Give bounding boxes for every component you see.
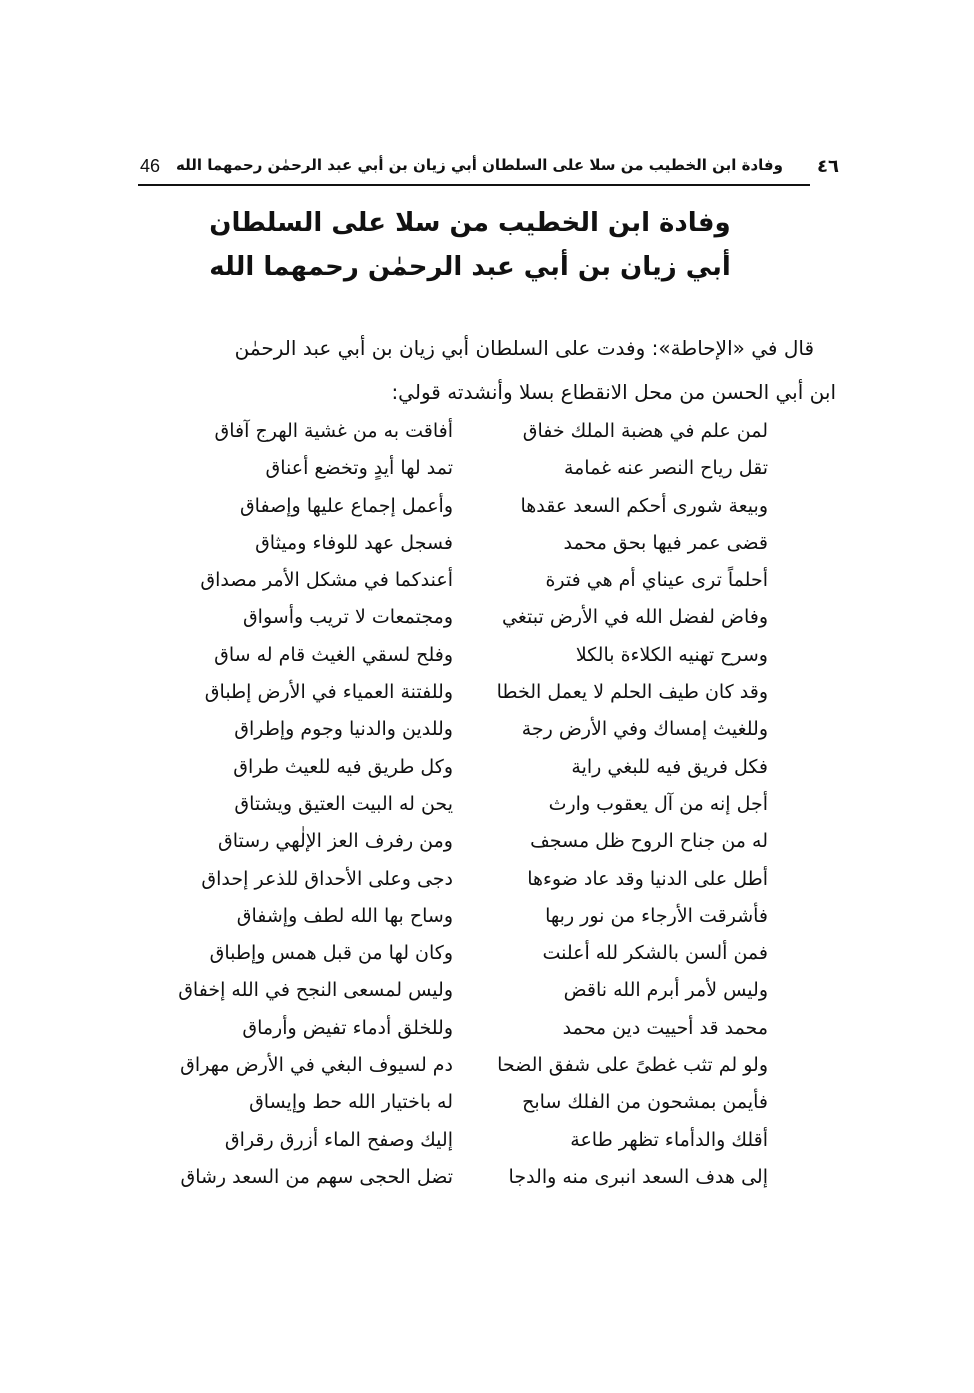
verse-row [0, 942, 974, 979]
verse-second-hemistich: دم لسيوف البغي في الأرض مهراق [180, 1054, 453, 1077]
verse-first-hemistich: ولو لم تثب غطىً على شفق الضحا [497, 1054, 768, 1077]
verse-second-hemistich: وكل طريق فيه للعيث طراق [233, 755, 453, 778]
verse-second-hemistich: تضل الحجى سهم من السعد رشاق [180, 1165, 453, 1188]
verse-row [0, 1166, 974, 1203]
verse-row [0, 1017, 974, 1054]
poem [0, 420, 974, 1203]
verse-first-hemistich: وفاض لفضل الله في الأرض تبتغي [502, 606, 768, 629]
verse-second-hemistich: وليس لمسعى النجح في الله إخفاق [178, 979, 453, 1002]
verse-first-hemistich: فمن ألسن بالشكر لله أعلنت [542, 942, 768, 965]
verse-row [0, 830, 974, 867]
verse-first-hemistich: لمن علم في هضبة الملك خفاق [522, 420, 768, 442]
verse-first-hemistich: وقد كان طيف الحلم لا يعمل الخطا [496, 681, 768, 704]
chapter-title-line-1: وفادة ابن الخطيب من سلا على السلطان [209, 208, 731, 238]
verse-row [0, 1129, 974, 1166]
verse-row [0, 868, 974, 905]
verse-first-hemistich: أطل على الدنيا وقد عاد ضوءها [527, 867, 768, 890]
verse-row [0, 495, 974, 532]
intro-line-2: ابن أبي الحسن من محل الانقطاع بسلا وأنشدته قولي: [391, 380, 836, 404]
verse-row [0, 681, 974, 718]
verse-row [0, 569, 974, 606]
verse-row [0, 532, 974, 569]
chapter-title-line-2: أبي زيان بن أبي عبد الرحمٰن رحمهما الله [209, 252, 731, 282]
verse-first-hemistich: أحلماً ترى عيناي أم هي فترة [545, 569, 768, 592]
verse-row [0, 1091, 974, 1128]
verse-first-hemistich: له من جناح الروح ظل مسجف [530, 830, 768, 853]
verse-second-hemistich: وللفتنة العمياء في الأرض إطباق [204, 681, 453, 704]
verse-row [0, 905, 974, 942]
verse-second-hemistich: دجى وعلى الأحداق للذعر إحداق [201, 867, 453, 890]
verse-row [0, 1054, 974, 1091]
verse-second-hemistich: ومجتمعات لا تريب وأسواق [242, 606, 453, 629]
verse-first-hemistich: فكل فريق فيه للبغي راية [571, 755, 768, 778]
verse-second-hemistich: وأعمل إجماع عليها وإصفاق [239, 494, 453, 517]
verse-row [0, 793, 974, 830]
verse-second-hemistich: إليك وصفح الماء أزرق رقراق [224, 1128, 453, 1151]
verse-second-hemistich: وللخلق أدماء تفيض وأرماق [242, 1016, 453, 1039]
verse-first-hemistich: محمد قد أحييت دين محمد [562, 1016, 768, 1039]
verse-row [0, 420, 974, 457]
verse-first-hemistich: فأيمن بمشحون من الفلك سابح [522, 1091, 768, 1114]
verse-first-hemistich: فأشرقت الأرجاء من نور ربها [545, 904, 768, 927]
verse-row [0, 457, 974, 494]
verse-second-hemistich: وفلح لسقي الغيث قام له ساق [214, 643, 453, 666]
page-number-arabic: ٤٦ [816, 156, 839, 177]
verse-row [0, 756, 974, 793]
verse-second-hemistich: أعندكما في مشكل الأمر مصداق [200, 569, 453, 592]
verse-first-hemistich: أجل إنه من آل يعقوب وارث [548, 792, 768, 815]
verse-second-hemistich: تمد لها أيدٍ وتخضع أعناق [265, 457, 453, 480]
verse-first-hemistich: وبيعة شورى أحكم السعد عقدها [520, 494, 768, 517]
verse-second-hemistich: وكان لها من قبل همس وإطباق [209, 942, 453, 965]
verse-second-hemistich: أفاقت به من غشية الهرج آفاق [214, 420, 453, 442]
verse-first-hemistich: وليس لأمر أبرم الله ناقض [563, 979, 768, 1002]
verse-first-hemistich: وللغيث إمساك وفي الأرض رجة [521, 718, 768, 741]
verse-second-hemistich: وللدين والدنيا وجوم وإطراق [234, 718, 453, 741]
verse-row [0, 644, 974, 681]
verse-first-hemistich: أقلك والدأماء تظهر طاعة [570, 1128, 768, 1151]
verse-second-hemistich: ومن رفرف العز الإلٰهي رستاق [218, 830, 453, 853]
verse-second-hemistich: فسجل عهد للوفاء وميثاق [255, 531, 453, 554]
running-title: وفادة ابن الخطيب من سلا على السلطان أبي زيان بن أبي عبد الرحمٰن رحمهما الله [176, 156, 783, 174]
verse-first-hemistich: وسرح تهنيه الكلاءة بالكلا [575, 643, 768, 666]
verse-row [0, 718, 974, 755]
verse-row [0, 606, 974, 643]
verse-first-hemistich: تقل رياح النصر عنه غمامة [563, 457, 768, 480]
verse-row [0, 979, 974, 1016]
verse-second-hemistich: له باختيار الله حط وإيساق [249, 1091, 453, 1114]
running-header [138, 156, 839, 186]
verse-second-hemistich: وساح بها الله لطف وإشفاق [236, 904, 453, 927]
verse-first-hemistich: إلى هدف السعد انبرى منه والدجا [508, 1165, 768, 1188]
verse-first-hemistich: قضى عمر فيها بحق محمد [563, 531, 768, 554]
verse-second-hemistich: يحن له البيت العتيق ويشتاق [234, 792, 453, 815]
intro-line-1: قال في «الإحاطة»: وفدت على السلطان أبي زيان بن أبي عبد الرحمٰن [234, 336, 814, 360]
page-number-latin: 46 [140, 156, 161, 176]
